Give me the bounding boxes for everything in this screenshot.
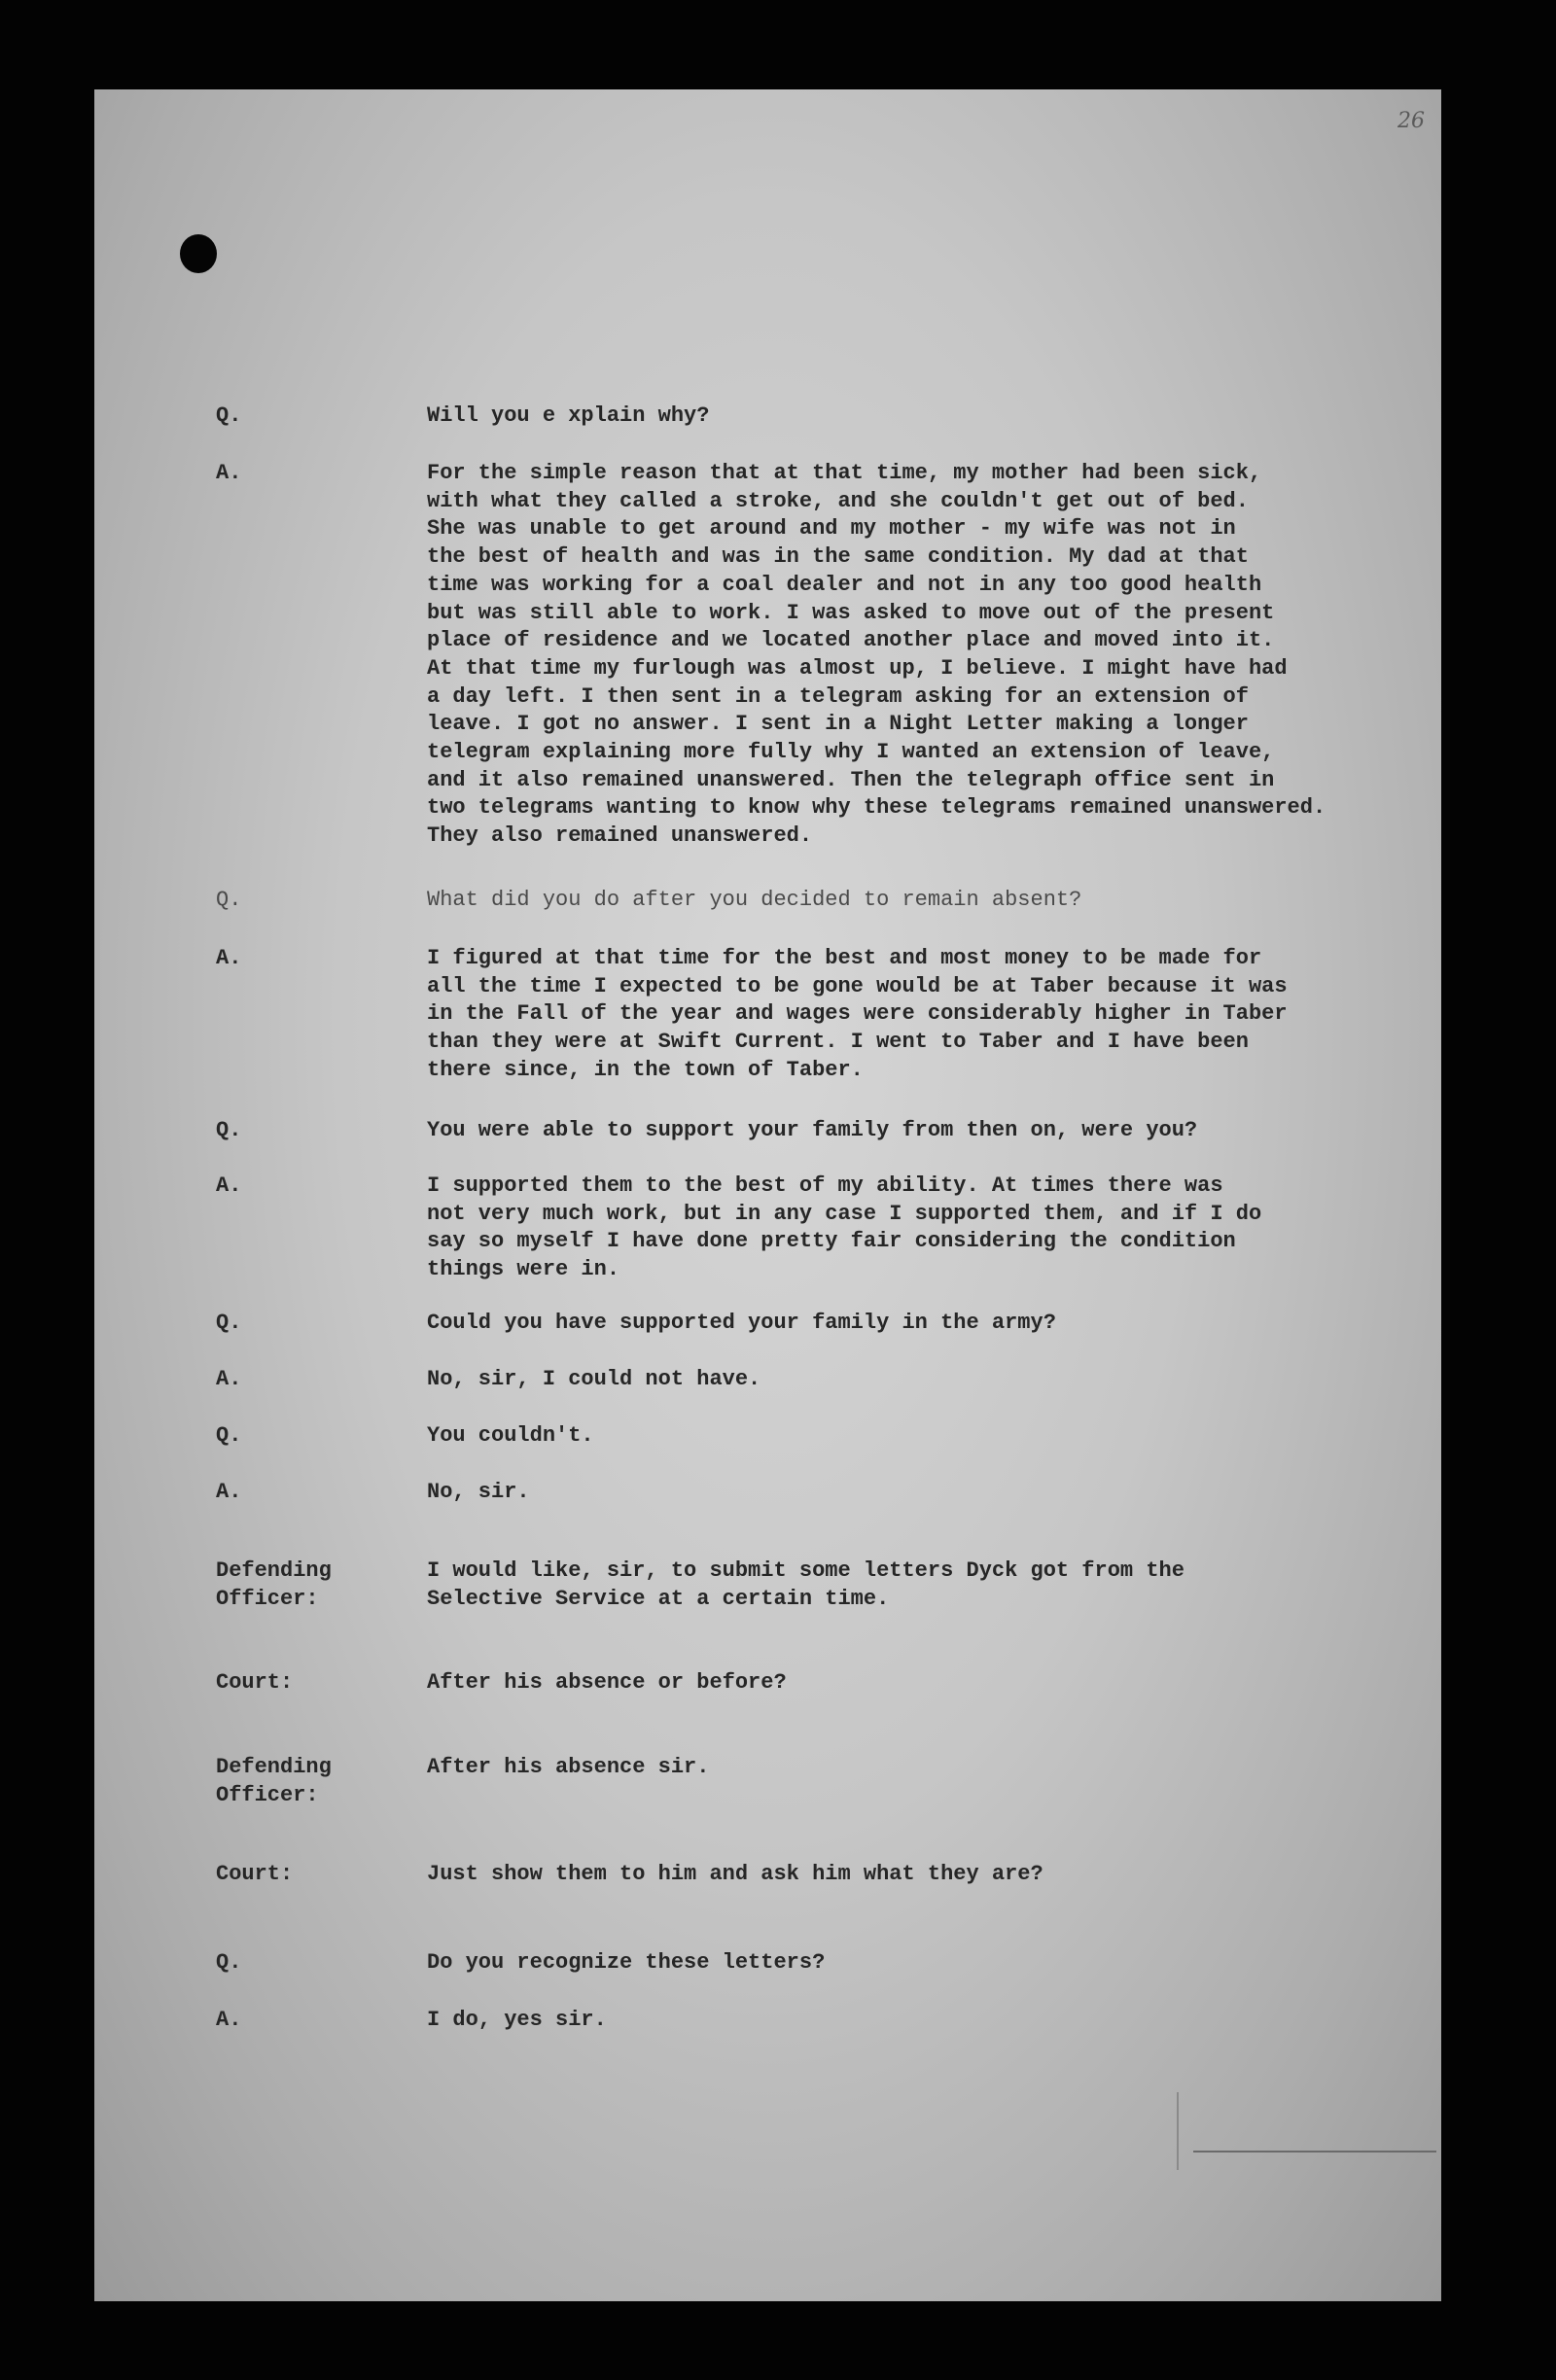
speech-text: No, sir. — [427, 1480, 530, 1504]
speech-text: What did you do after you decided to remain absent? — [427, 888, 1082, 912]
speech-text: No, sir, I could not have. — [427, 1367, 761, 1391]
speaker-label: Q. — [216, 1423, 242, 1448]
speaker-label: Defending Officer: — [216, 1755, 332, 1807]
speech-text: After his absence or before? — [427, 1670, 787, 1695]
speaker-label: Q. — [216, 1950, 242, 1975]
speaker-label: A. — [216, 946, 242, 970]
speech-text: I supported them to the best of my ability. At times there was not very much work, but in any case I supported them, and if I do say so myself I have done pretty fair considering the condition things were in. — [427, 1173, 1262, 1282]
speech-text: For the simple reason that at that time, my mother had been sick, with what they called a stroke, and she couldn't get out of bed. She was unable to get around and my mother - my wife was not in the best of health and was in the same condition. My dad at that time was working for a coal dealer and not in any too good health but was still able to work. I was asked to move out of the present place of residence and we located another place and moved into it. At that time my furlough was almost up, I believe. I might have had a day left. I then sent in a telegram asking for an extension of leave. I got no answer. I sent in a Night Letter making a longer telegram explaining more fully why I wanted an extension of leave, and it also remained unanswered. Then the telegraph office sent in two telegrams wanting to know why these telegrams remained unanswered. They also remained unanswered. — [427, 461, 1326, 849]
paper-sheet — [94, 89, 1441, 2301]
scan-artifact — [1193, 2151, 1436, 2152]
speaker-label: A. — [216, 1367, 242, 1391]
speech-text: You were able to support your family from then on, were you? — [427, 1118, 1198, 1142]
speech-text: I would like, sir, to submit some letters Dyck got from the Selective Service at a certain time. — [427, 1558, 1185, 1611]
speaker-label: Q. — [216, 888, 242, 912]
speaker-label: Court: — [216, 1862, 294, 1886]
speech-text: You couldn't. — [427, 1423, 594, 1448]
speaker-label: Court: — [216, 1670, 294, 1695]
speech-text: I do, yes sir. — [427, 2008, 607, 2032]
speaker-label: Q. — [216, 1311, 242, 1335]
speaker-label: Q. — [216, 1118, 242, 1142]
speaker-label: A. — [216, 1173, 242, 1198]
speech-text: Could you have supported your family in the army? — [427, 1311, 1056, 1335]
speech-text: Do you recognize these letters? — [427, 1950, 826, 1975]
page-number: 26 — [1397, 109, 1425, 133]
speech-text: After his absence sir. — [427, 1755, 710, 1779]
speaker-label: A. — [216, 2008, 242, 2032]
speech-text: Will you e xplain why? — [427, 403, 710, 428]
speaker-label: Defending Officer: — [216, 1558, 332, 1611]
scan-artifact — [1177, 2092, 1179, 2170]
speaker-label: A. — [216, 1480, 242, 1504]
speaker-label: A. — [216, 461, 242, 485]
punch-hole — [180, 234, 217, 273]
speech-text: I figured at that time for the best and most money to be made for all the time I expected to be gone would be at Taber because it was in the Fall of the year and wages were considerably higher in Taber than they were at Swift Current. I went to Taber and I have been there since, in the town of Taber. — [427, 946, 1288, 1082]
speech-text: Just show them to him and ask him what they are? — [427, 1862, 1043, 1886]
speaker-label: Q. — [216, 403, 242, 428]
